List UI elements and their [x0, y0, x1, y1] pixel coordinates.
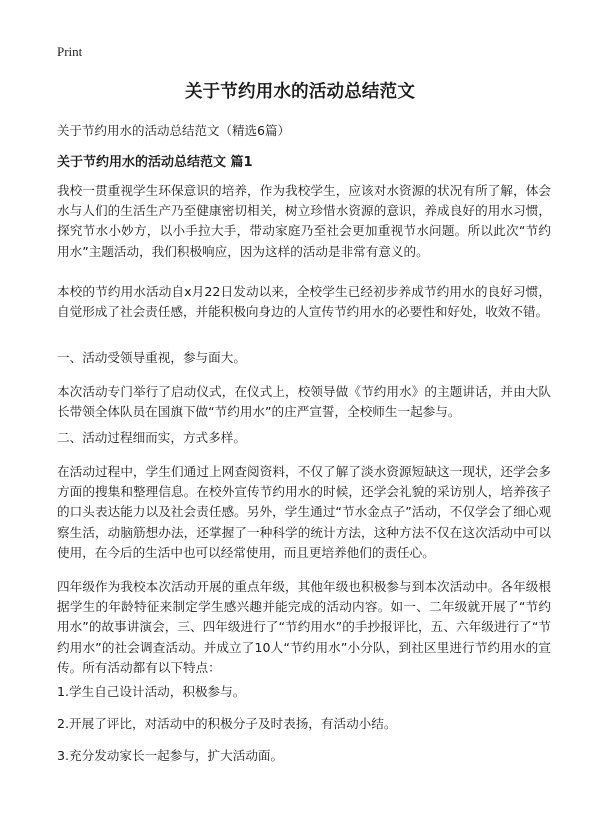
- paragraph-ceremony: 本次活动专门举行了启动仪式，在仪式上，校领导做《节约用水》的主题讲话，并由大队长带领全体队员在国旗下做“节约用水”的庄严宣誓，全校师生一起参与。: [57, 384, 551, 420]
- paragraph-heading-one: 一、活动受领导重视，参与面大。: [57, 350, 246, 365]
- list-item-three: 3.充分发动家长一起参与，扩大活动面。: [57, 748, 284, 763]
- document-subtitle: 关于节约用水的活动总结范文（精选6篇）: [57, 123, 290, 138]
- paragraph-process: 在活动过程中，学生们通过上网查阅资料，不仅了解了淡水资源短缺这一现状，还学会多方面的搜集和整理信息。在校外宣传节约用水的时候，还学会礼貌的采访别人，培养孩子的口头表达能力以及社会责任感。另外，学生通过“节水金点子”活动，不仅学会了细心观察生活，动脑筋想办法，还掌握了一种科学的统计方法，这种方法不仅在这次活动中可以使用，在今后的生活中也可以经常使用，而且更培养他们的责任心。: [57, 464, 551, 560]
- print-link[interactable]: Print: [57, 44, 83, 59]
- page-title: 关于节约用水的活动总结范文: [184, 82, 416, 102]
- section-heading: 关于节约用水的活动总结范文 篇1: [57, 155, 253, 170]
- paragraph-heading-two: 二、活动过程细而实，方式多样。: [57, 430, 246, 445]
- paragraph-launch: 本校的节约用水活动自x月22日发动以来，全校学生已经初步养成节约用水的良好习惯，自觉形成了社会责任感，并能积极向身边的人宣传节约用水的必要性和好处，收效不错。: [57, 284, 551, 320]
- list-item-one: 1.学生自己设计活动，积极参与。: [57, 684, 246, 699]
- list-item-two: 2.开展了评比，对活动中的积极分子及时表扬，有活动小结。: [57, 716, 397, 731]
- paragraph-intro: 我校一贯重视学生环保意识的培养，作为我校学生，应该对水资源的状况有所了解，体会水与人们的生活生产乃至健康密切相关，树立珍惜水资源的意识，养成良好的用水习惯，探究节水小妙方，以小手拉大手，带动家庭乃至社会更加重视节水问题。所以此次“节约用水”主题活动，我们积极响应，因为这样的活动是非常有意义的。: [57, 183, 551, 259]
- paragraph-grades: 四年级作为我校本次活动开展的重点年级，其他年级也积极参与到本次活动中。各年级根据学生的年龄特征来制定学生感兴趣并能完成的活动内容。如一、二年级就开展了“节约用水”的故事讲演会，三、四年级进行了“节约用水”的手抄报评比，五、六年级进行了“节约用水”的社会调查活动。并成立了10人“节约用水”小分队，到社区里进行节约用水的宣传。所有活动都有以下特点：: [57, 579, 551, 675]
